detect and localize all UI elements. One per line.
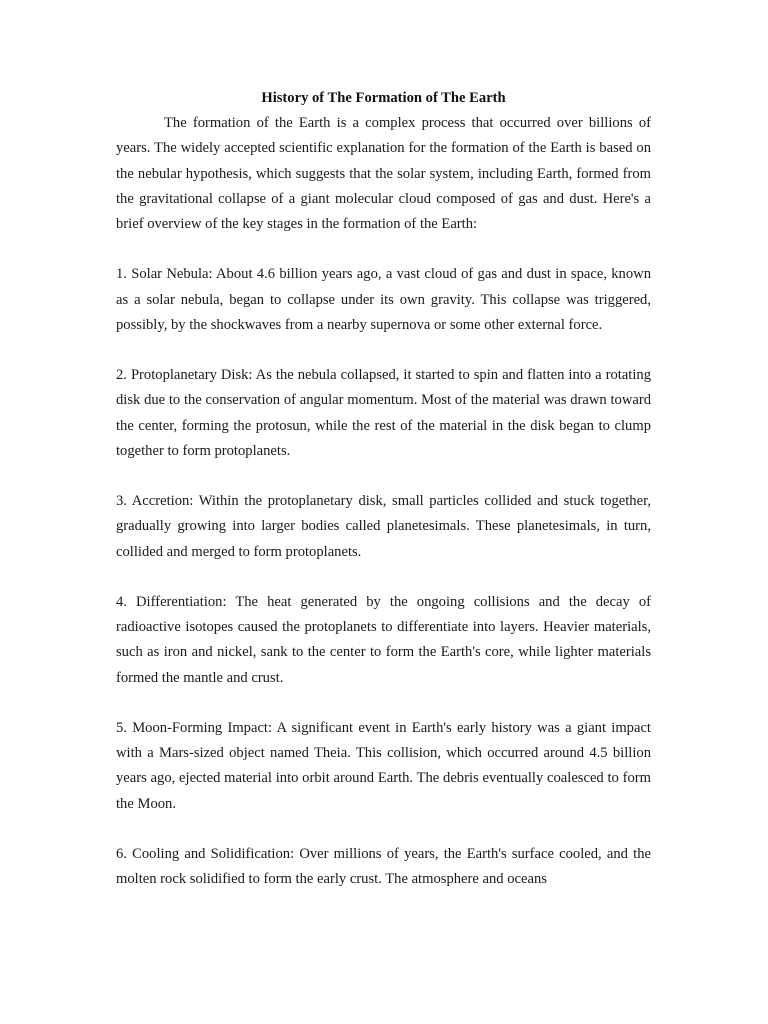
document-body [116, 86, 651, 918]
paragraph-solar-nebula: 1. Solar Nebula: About 4.6 billion years ago, a vast cloud of gas and dust in space, known as a solar nebula, began to collapse under its own gravity. This collapse was triggered, possibly, by the shockwaves from a nearby supernova or some other external force. [116, 266, 651, 333]
paragraph-protoplanetary-disk: 2. Protoplanetary Disk: As the nebula collapsed, it started to spin and flatten into a rotating disk due to the conservation of angular momentum. Most of the material was drawn toward the center, forming the protosun, while the rest of the material in the disk began to clump together to form protoplanets. [116, 367, 651, 459]
paragraph-differentiation: 4. Differentiation: The heat generated by the ongoing collisions and the decay of radioactive isotopes caused the protoplanets to differentiate into layers. Heavier materials, such as iron and nickel, sank to the center to form the Earth's core, while lighter materials formed the mantle and crust. [116, 594, 651, 686]
paragraph-moon-forming-impact: 5. Moon-Forming Impact: A significant event in Earth's early history was a giant impact with a Mars-sized object named Theia. This collision, which occurred around 4.5 billion years ago, ejected material into orbit around Earth. The debris eventually coalesced to form the Moon. [116, 720, 651, 812]
document-title: History of The Formation of The Earth [261, 90, 506, 106]
intro-paragraph: The formation of the Earth is a complex process that occurred over billions of years. The widely accepted scientific explanation for the formation of the Earth is based on the nebular hypothesis, which suggests that the solar system, including Earth, formed from the gravitational collapse of a giant molecular cloud composed of gas and dust. Here's a brief overview of the key stages in the formation of the Earth: [116, 115, 651, 233]
paragraph-cooling-solidification: 6. Cooling and Solidification: Over millions of years, the Earth's surface cooled, and the molten rock solidified to form the early crust. The atmosphere and oceans [116, 846, 651, 888]
paragraph-accretion: 3. Accretion: Within the protoplanetary disk, small particles collided and stuck together, gradually growing into larger bodies called planetesimals. These planetesimals, in turn, collided and merged to form protoplanets. [116, 493, 651, 560]
